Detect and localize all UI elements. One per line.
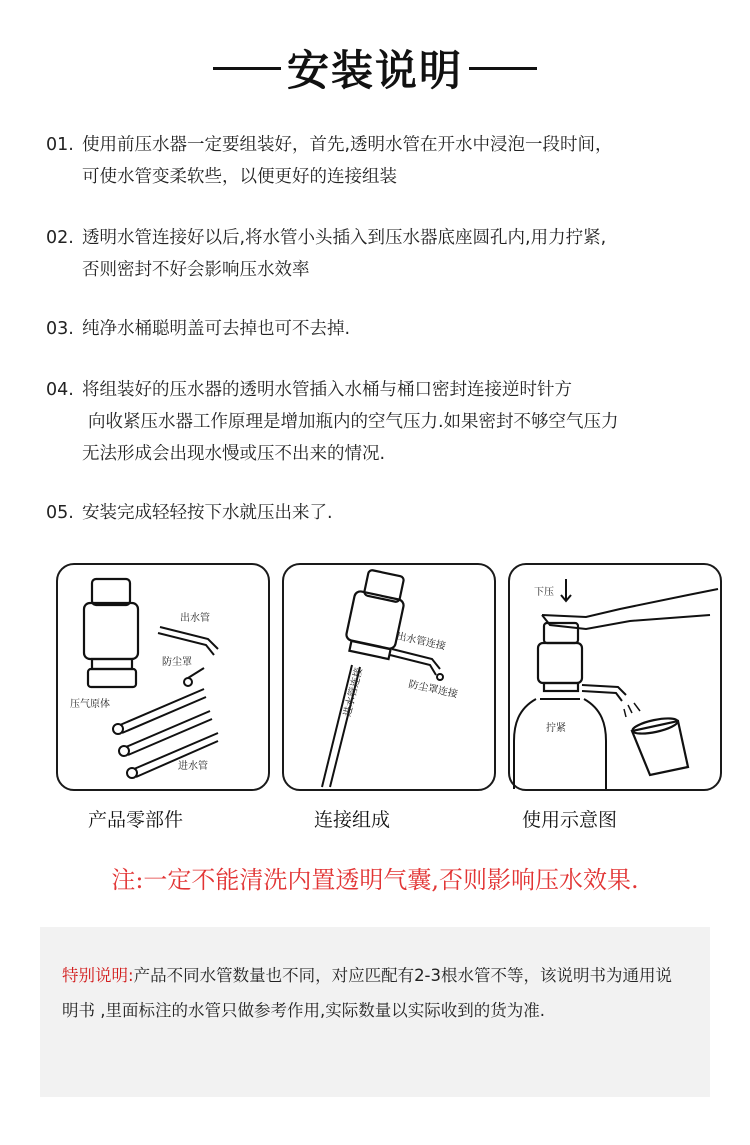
step-3 [46, 313, 350, 345]
arrow-down-icon [561, 579, 571, 601]
label-outlet-connect: 出水管连接 [395, 631, 447, 653]
warning-note: 注:一定不能清洗内置透明气囊,否则影响压水效果. [111, 866, 639, 894]
caption-connect: 连接组成 [314, 809, 391, 831]
connect-illustration [284, 565, 494, 789]
step-number: 02. [46, 228, 74, 248]
step-5 [46, 497, 333, 529]
step-4 [46, 374, 619, 470]
step-1 [46, 129, 613, 193]
step-line: 否则密封不好会影响压水效率 [82, 260, 310, 280]
label-body: 压气原体 [70, 699, 110, 710]
label-press: 下压 [534, 587, 554, 598]
label-tighten: 拧紧 [546, 723, 566, 734]
dust-cap-icon [184, 668, 204, 686]
step-number: 05. [46, 503, 74, 523]
special-notice-text: 产品不同水管数量也不同，对应匹配有2-3根水管不等，该说明书为通用说明书 ,里面标注的水管只做参考作用,实际数量以实际收到的货为准. [62, 966, 673, 1020]
parts-illustration [58, 565, 268, 789]
step-line: 无法形成会出现水慢或压不出来的情况. [82, 444, 386, 464]
label-inlet-connect: 进水管连接 [342, 666, 366, 718]
step-line: 将组装好的压水器的透明水管插入水桶与桶口密封连接逆时针方 [82, 380, 572, 400]
pump-on-bottle-icon [538, 623, 582, 691]
cup-icon [631, 715, 688, 775]
step-number: 01. [46, 135, 74, 155]
label-inlet: 进水管 [178, 761, 208, 772]
step-2 [46, 222, 606, 286]
step-line: 可使水管变柔软些，以便更好的连接组装 [82, 167, 397, 187]
pump-body-icon [84, 579, 138, 687]
outlet-pipe-icon [158, 627, 218, 655]
step-line: 使用前压水器一定要组装好，首先,透明水管在开水中浸泡一段时间， [82, 135, 613, 155]
special-notice [40, 927, 710, 1097]
connected-outlet-icon [390, 649, 443, 680]
parts-panel [56, 563, 270, 791]
step-line: 透明水管连接好以后,将水管小头插入到压水器底座圆孔内,用力拧紧, [82, 228, 607, 248]
step-line: 纯净水桶聪明盖可去掉也可不去掉. [82, 319, 351, 339]
assembled-pump-icon [345, 570, 404, 660]
label-outlet: 出水管 [180, 613, 210, 624]
step-line: 安装完成轻轻按下水就压出来了. [82, 503, 333, 523]
label-dust-connect: 防尘罩连接 [407, 679, 459, 701]
title-right-rule [469, 67, 537, 70]
usage-illustration [510, 565, 720, 789]
bottle-icon [514, 699, 606, 789]
connect-panel [282, 563, 496, 791]
page-title [0, 38, 750, 98]
title-left-rule [213, 67, 281, 70]
step-number: 04. [46, 380, 74, 400]
caption-usage: 使用示意图 [522, 809, 618, 831]
special-notice-label: 特别说明: [62, 966, 134, 985]
usage-panel [508, 563, 722, 791]
caption-parts: 产品零部件 [88, 809, 184, 831]
page-title-text: 安装说明 [286, 46, 463, 95]
step-line: 向收紧压水器工作原理是增加瓶内的空气压力.如果密封不够空气压力 [88, 412, 619, 432]
water-splash-icon [624, 703, 640, 717]
step-number: 03. [46, 319, 74, 339]
label-dust-cap: 防尘罩 [162, 657, 192, 668]
spout-icon [582, 685, 626, 701]
